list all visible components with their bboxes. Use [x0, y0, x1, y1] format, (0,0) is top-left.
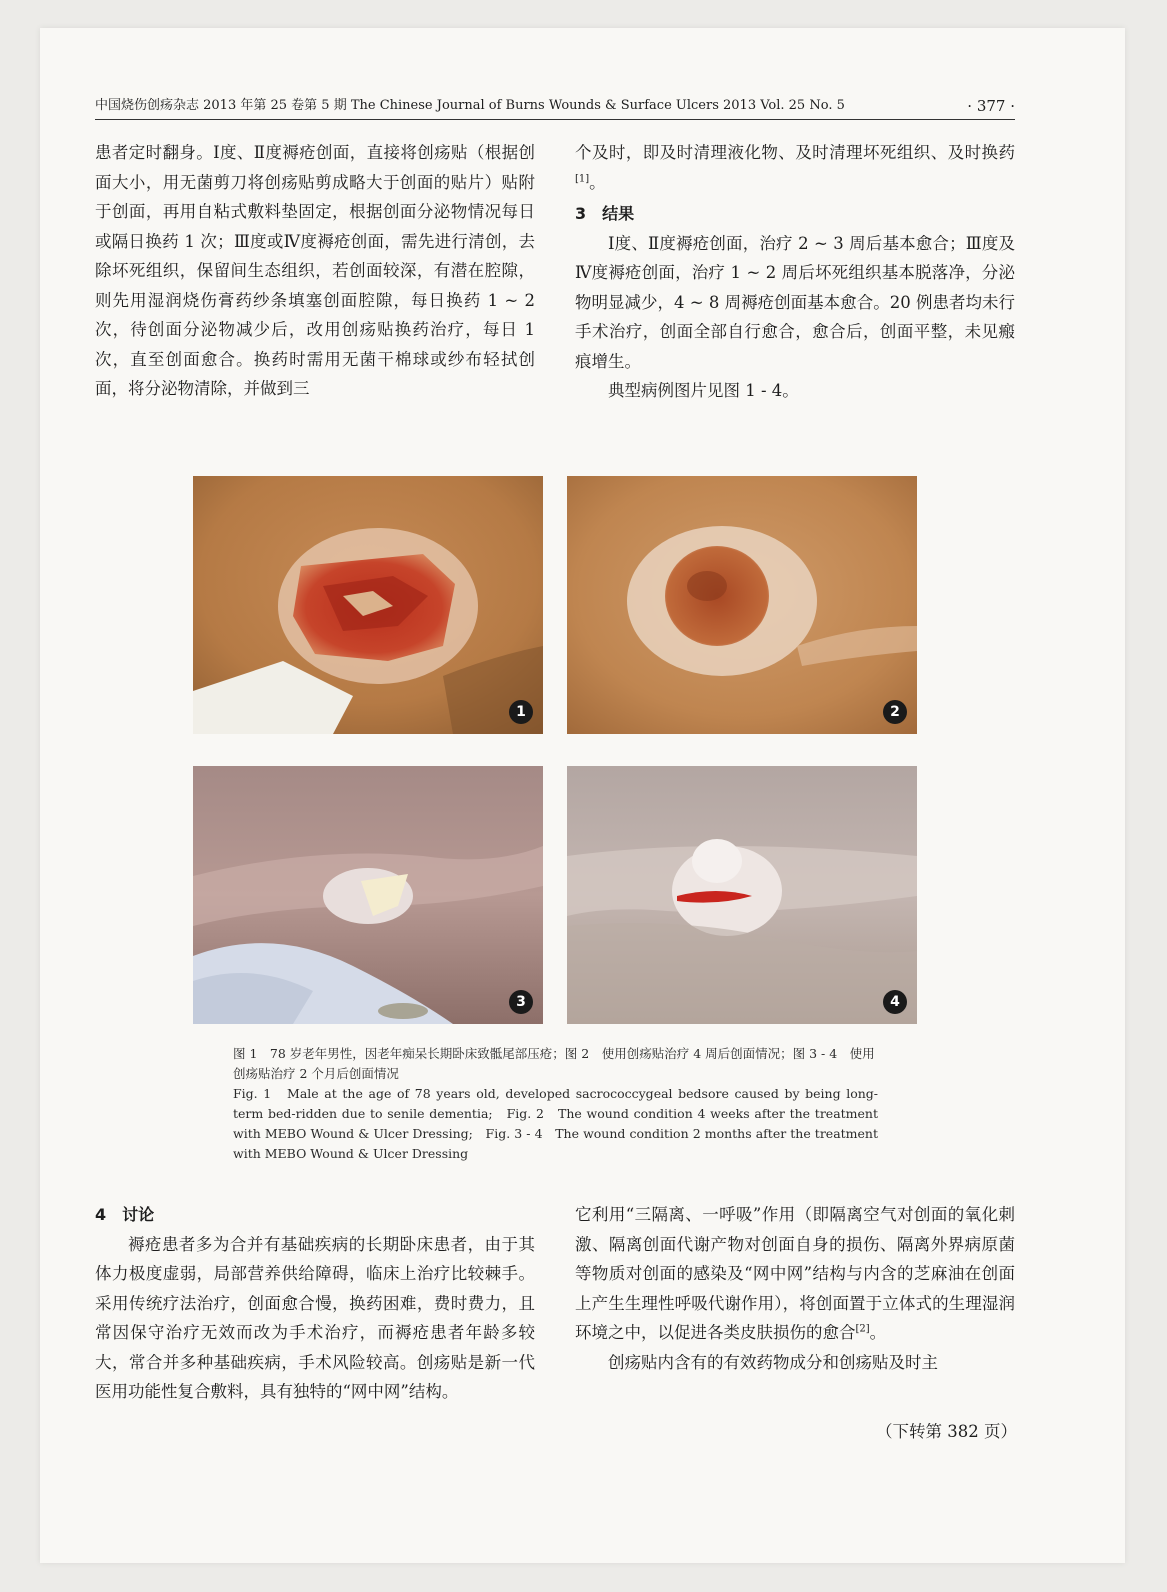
figure-1-image	[193, 476, 543, 734]
continued-note: （下转第 382 页）	[876, 1422, 1017, 1441]
discussion-paragraph: 褥疮患者多为合并有基础疾病的长期卧床患者，由于其体力极度虚弱，局部营养供给障碍，临床上治疗比较棘手。采用传统疗法治疗，创面愈合慢，换药困难，费时费力，且常因保守治疗无效而改为手术治疗，而褥疮患者年龄多较大，常合并多种基础疾病，手术风险较高。创疡贴是新一代医用功能性复合敷料，具有独特的“网中网”结构。	[95, 1234, 535, 1401]
caption-english: Fig. 1 Male at the age of 78 years old, developed sacrococcygeal bedsore caused by being long-term bed-ridden due to senile dementia; Fig. 2 The wound condition 4 weeks after the treatment with MEBO Wound & Ulcer Dressing; Fig. 3 - 4 The wound condition 2 months after the treatment with MEBO Wound & Ulcer Dressing	[233, 1086, 878, 1161]
figure-caption	[233, 1044, 878, 1164]
top-left-column	[95, 138, 535, 404]
running-header	[95, 95, 1015, 120]
section-heading-discussion: 4 讨论	[95, 1205, 155, 1224]
figure-number-badge: 4	[883, 990, 907, 1014]
paragraph-text: 个及时，即及时清理液化物、及时清理坏死组织、及时换药	[575, 143, 1015, 162]
citation-ref: [2]	[855, 1323, 870, 1335]
figure-panel	[193, 476, 917, 1026]
top-right-column	[575, 138, 1015, 406]
figure-3-image	[193, 766, 543, 1024]
figure-number-badge: 3	[509, 990, 533, 1014]
body-paragraph: 创疡贴内含有的有效药物成分和创疡贴及时主	[608, 1352, 938, 1372]
page-number: · 377 ·	[967, 97, 1015, 115]
results-paragraph: Ⅰ度、Ⅱ度褥疮创面，治疗 2 ~ 3 周后基本愈合；Ⅲ度及Ⅳ度褥疮创面，治疗 1 ~ 2 周后坏死组织基本脱落净，分泌物明显减少，4 ~ 8 周褥疮创面基本愈合。20 例患者均未行手术治疗，创面全部自行愈合，愈合后，创面平整，未见瘢痕增生。	[575, 233, 1015, 371]
paragraph-end: 。	[869, 1323, 887, 1342]
figure-reference: 典型病例图片见图 1 - 4。	[608, 381, 799, 400]
figure-number-badge: 1	[509, 700, 533, 724]
figure-2-image	[567, 476, 917, 734]
figure-number-badge: 2	[883, 700, 907, 724]
paragraph-end: 。	[589, 172, 606, 192]
paragraph-text: 它利用“三隔离、一呼吸”作用（即隔离空气对创面的氧化刺激、隔离创面代谢产物对创面自身的损伤、隔离外界病原菌等物质对创面的感染及“网中网”结构与内含的芝麻油在创面上产生生理性呼吸代谢作用），将创面置于立体式的生理湿润环境之中，以促进各类皮肤损伤的愈合	[575, 1205, 1015, 1342]
figure-4-image	[567, 766, 917, 1024]
journal-title: 中国烧伤创疡杂志 2013 年第 25 卷第 5 期 The Chinese Journal of Burns Wounds & Surface Ulcers 2013 Vol. 25 No. 5	[95, 98, 845, 113]
section-heading-results: 3 结果	[575, 204, 635, 223]
bottom-right-column	[575, 1200, 1015, 1377]
caption-chinese: 图 1 78 岁老年男性，因老年痴呆长期卧床致骶尾部压疮；图 2 使用创疡贴治疗 4 周后创面情况；图 3 - 4 使用创疡贴治疗 2 个月后创面情况	[233, 1046, 875, 1081]
body-paragraph	[575, 1200, 1015, 1348]
citation-ref: [1]	[575, 173, 590, 184]
body-paragraph	[575, 138, 1015, 197]
body-paragraph: 患者定时翻身。Ⅰ度、Ⅱ度褥疮创面，直接将创疡贴（根据创面大小，用无菌剪刀将创疡贴剪成略大于创面的贴片）贴附于创面，再用自粘式敷料垫固定，根据创面分泌物情况每日或隔日换药 1 次；Ⅲ度或Ⅳ度褥疮创面，需先进行清创，去除坏死组织，保留间生态组织，若创面较深，有潜在腔隙，则先用湿润烧伤膏药纱条填塞创面腔隙，每日换药 1 ~ 2 次，待创面分泌物减少后，改用创疡贴换药治疗，每日 1 次，直至创面愈合。换药时需用无菌干棉球或纱布轻拭创面，将分泌物清除，并做到三	[95, 143, 535, 398]
bottom-left-column	[95, 1200, 535, 1407]
